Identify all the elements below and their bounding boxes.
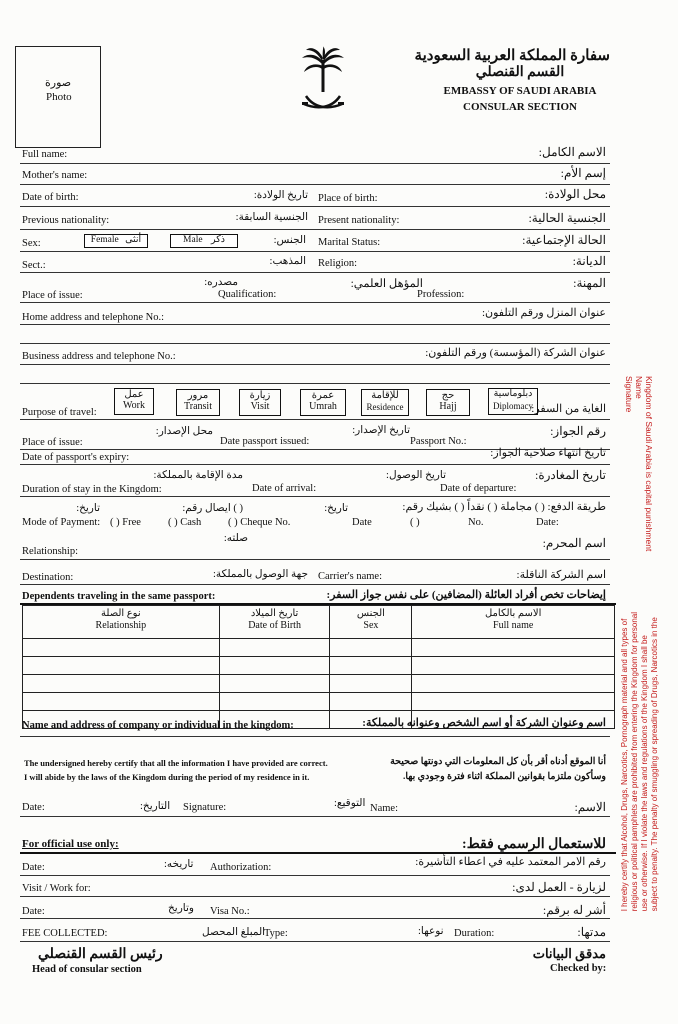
sex-female-ar: أنثى [125, 235, 142, 245]
declaration-en-1: The undersigned hereby certify that all the information I have provided are correct. [24, 758, 328, 768]
arrival-label-ar: تاريخ الوصول: [386, 470, 446, 481]
official-date-label: Date: [22, 862, 45, 873]
purpose-hajj-checkbox[interactable] [426, 389, 470, 416]
business-address-label-ar: عنوان الشركة (المؤسسة) ورقم التلفون: [425, 347, 606, 359]
purpose-work-en: Work [123, 400, 145, 411]
official-use-title-ar: للاستعمال الرسمي فقط: [462, 837, 606, 852]
name-label-ar: الاسم: [574, 800, 606, 814]
expiry-label: Date of passport's expiry: [22, 452, 130, 463]
declaration-ar-1: أنا الموقع أدناه أقر بأن كل المعلومات التي دونتها صحيحة [390, 757, 606, 767]
duration-label-ar: مدتها: [577, 925, 606, 939]
side-stamp-2-line4: subject to penalty. The penalty of smuggling or spreading of Drugs, Narcotics in the [650, 617, 659, 912]
type-label: Type: [264, 928, 288, 939]
purpose-visit-en: Visit [250, 401, 270, 412]
payment-cash-checkbox[interactable]: ( ) Cash [168, 517, 202, 528]
declaration-ar-2: وسأكون ملتزما بقوانين المملكة اثناء فترة وجودي بها. [402, 772, 606, 782]
purpose-umrah-ar: عمرة [311, 390, 335, 401]
payment-cheque-checkbox[interactable]: ( ) Cheque No. [228, 517, 291, 528]
purpose-hajj-en: Hajj [439, 401, 457, 412]
purpose-transit-ar: مرور [187, 390, 209, 401]
declaration-en-2: I will abide by the laws of the Kingdom during the period of my residence in it. [24, 772, 310, 782]
type-label-ar: نوعها: [418, 926, 444, 937]
sex-female-checkbox[interactable] [84, 234, 148, 248]
side-stamp-1-line3: Signature [624, 376, 634, 413]
departure-label: Date of departure: [440, 483, 517, 494]
carrier-label: Carrier's name: [318, 571, 382, 582]
sect-religion-field[interactable] [20, 272, 610, 273]
section-title-en: CONSULAR SECTION [463, 101, 577, 113]
side-stamp-2-line1: I hereby certify that Alcohol, Drugs, Narcotics, Pornograph material and all types of [620, 618, 629, 912]
col-fullname-ar: الاسم بالكامل [484, 608, 542, 619]
photo-label-ar: صورة [45, 77, 72, 89]
prev-nationality-label: Previous nationality: [22, 215, 110, 226]
sex-label: Sex: [22, 238, 41, 249]
purpose-visit-ar: زيارة [249, 390, 271, 401]
fee-field[interactable] [20, 941, 610, 942]
home-address-label-ar: عنوان المنزل ورقم التلفون: [481, 307, 606, 319]
authorization-label: Authorization: [210, 862, 272, 873]
purpose-residence-ar: للإقامة [371, 390, 399, 401]
purpose-residence-checkbox[interactable] [361, 389, 409, 416]
religion-label: Religion: [318, 258, 358, 269]
official-divider [20, 852, 616, 854]
sex-male-en: Male [183, 235, 203, 245]
marital-status-label: Marital Status: [318, 237, 381, 248]
sect-label: Sect.: [22, 260, 46, 271]
table-row[interactable] [23, 693, 615, 711]
signature-label-ar: التوقيع: [334, 798, 366, 809]
mahram-field[interactable] [20, 559, 610, 560]
head-consular-label: Head of consular section [32, 964, 142, 975]
pob-label: Place of birth: [318, 193, 378, 204]
carrier-label-ar: اسم الشركة الناقلة: [516, 569, 606, 581]
mahram-relationship-label: Relationship: [22, 546, 78, 557]
home-address-label: Home address and telephone No.: [22, 312, 165, 323]
embassy-title-en: EMBASSY OF SAUDI ARABIA [443, 85, 597, 97]
embassy-title-ar: سفارة المملكة العربية السعودية [414, 48, 610, 64]
issue-place-label-ar: محل الإصدار: [155, 426, 213, 437]
purpose-diplomacy-checkbox[interactable] [488, 388, 538, 415]
pob-label-ar: محل الولادة: [544, 187, 606, 201]
mother-name-label: Mother's name: [22, 170, 88, 181]
col-sex-en: Sex [363, 620, 379, 631]
passport-no-label: Passport No.: [410, 436, 467, 447]
source-label-ar: مصدره: [204, 277, 238, 288]
table-row[interactable] [23, 675, 615, 693]
nationality-field[interactable] [20, 229, 610, 230]
dob-label: Date of birth: [22, 192, 79, 203]
purpose-work-checkbox[interactable] [114, 388, 154, 415]
purpose-diplomacy-en: Diplomacy [493, 401, 533, 411]
fee-label-ar: المبلغ المحصل [202, 927, 266, 938]
place-of-issue-label: Place of issue: [22, 290, 83, 301]
visa-date-label: Date: [22, 906, 45, 917]
fee-label: FEE COLLECTED: [22, 928, 108, 939]
profession-field[interactable] [20, 302, 610, 303]
payment-date2-label: Date: [536, 517, 559, 528]
home-address-field-2[interactable] [20, 343, 610, 344]
section-title-ar: القسم القنصلي [475, 65, 565, 80]
profession-label: Profession: [417, 289, 465, 300]
sex-male-ar: ذكر [210, 235, 225, 245]
qualification-label: Qualification: [218, 289, 277, 300]
dependents-table [22, 605, 615, 729]
col-dob-ar: تاريخ الميلاد [250, 608, 299, 619]
col-fullname-en: Full name [493, 620, 534, 631]
company-label: Name and address of company or individual in the kingdom: [22, 720, 294, 731]
col-dob-en: Date of Birth [248, 620, 301, 631]
col-sex-ar: الجنس [356, 608, 385, 619]
duration-label: Duration of stay in the Kingdom: [22, 484, 162, 495]
saudi-emblem-icon [298, 46, 348, 120]
duration-label-ar: مدة الإقامة بالمملكة: [153, 470, 243, 481]
signature-field[interactable] [20, 816, 610, 817]
home-address-field[interactable] [20, 324, 610, 325]
present-nationality-label: Present nationality: [318, 215, 400, 226]
signature-label: Signature: [183, 802, 227, 813]
business-address-label: Business address and telephone No.: [22, 351, 176, 362]
business-address-field[interactable] [20, 364, 610, 365]
purpose-visit-checkbox[interactable] [239, 389, 281, 416]
table-row[interactable] [23, 657, 615, 675]
side-stamp-2-line3: use or otherwise. If I violate the laws and regulations of the Kingdom I shall be [640, 635, 649, 912]
visa-no-label: Visa No.: [210, 906, 250, 917]
payment-receipt-ar: ( ) ايصال رقم: [182, 503, 243, 514]
visit-work-label-ar: لزيارة - العمل لدى: [512, 880, 606, 894]
dob-pob-field[interactable] [20, 206, 610, 207]
purpose-diplomacy-ar: دبلوماسية [493, 389, 533, 399]
visa-no-label-ar: أشر له برقم: [542, 903, 606, 917]
full-name-label: Full name: [22, 149, 68, 160]
issue-date-label-ar: تاريخ الإصدار: [352, 425, 410, 436]
religion-label-ar: الديانة: [572, 254, 606, 268]
name-label: Name: [370, 803, 398, 814]
dependents-title-ar: إيضاحات تخص أفراد العائلة (المضافين) على نفس جواز السفر: [326, 589, 606, 601]
side-stamp-2 [620, 612, 660, 911]
payment-label-ar: طريقة الدفع: ( ) مجاملة ( ) نقداً ( ) بشيك رقم: [402, 501, 606, 513]
authorization-date-label-ar: تاريخه: [164, 859, 194, 870]
payment-date1-ar: تاريخ: [324, 503, 348, 514]
sex-male-checkbox[interactable] [170, 234, 238, 248]
authorization-field[interactable] [20, 875, 610, 876]
destination-field[interactable] [20, 584, 610, 585]
purpose-label-ar: الغاية من السفر: [531, 403, 606, 415]
side-stamp-1-line1: Kingdom of Saudi Arabia is capital punishment [644, 376, 654, 552]
dob-label-ar: تاريخ الولادة: [253, 190, 308, 201]
col-fullname [412, 606, 615, 639]
marital-status-label-ar: الحالة الإجتماعية: [522, 233, 606, 247]
qualification-label-ar: المؤهل العلمي: [350, 278, 423, 290]
payment-date2-ar: تاريخ: [76, 503, 100, 514]
table-row[interactable] [23, 639, 615, 657]
issue-date-label: Date passport issued: [220, 436, 310, 447]
col-relationship [23, 606, 220, 639]
side-stamp-2-line2: religious or political pamphlets are prohibited from entering the Kingdom for personal [630, 612, 639, 912]
mother-name-field[interactable] [20, 184, 610, 185]
purpose-divider [20, 419, 610, 420]
mahram-label-ar: اسم المحرم: [542, 536, 606, 550]
present-nationality-label-ar: الجنسية الحالية: [528, 211, 606, 225]
purpose-hajj-ar: حج [441, 390, 455, 401]
payment-free-checkbox[interactable]: ( ) Free [110, 517, 141, 528]
purpose-work-ar: عمل [124, 389, 144, 400]
payment-date1-label: Date [352, 517, 372, 528]
sex-marital-field[interactable] [20, 251, 610, 252]
head-consular-label-ar: رئيس القسم القنصلي [38, 947, 163, 962]
destination-label: Destination: [22, 572, 74, 583]
visa-field[interactable] [20, 918, 610, 919]
purpose-transit-checkbox[interactable] [176, 389, 220, 416]
checked-by-label-ar: مدقق البيانات [532, 946, 606, 961]
passport-no-label-ar: رقم الجواز: [550, 424, 606, 438]
col-relationship-en: Relationship [95, 620, 147, 631]
company-field[interactable] [20, 736, 610, 737]
prev-nationality-label-ar: الجنسية السابقة: [235, 212, 308, 223]
sign-date-label: Date: [22, 802, 45, 813]
duration-label: Duration: [454, 928, 495, 939]
expiry-label-ar: تاريخ انتهاء صلاحية الجواز: [490, 447, 606, 459]
payment-receipt-checkbox[interactable]: ( ) [410, 517, 420, 528]
col-relationship-ar: نوع الصلة [101, 608, 141, 619]
col-dob [219, 606, 330, 639]
photo-label-en: Photo [46, 91, 72, 103]
visit-work-field[interactable] [20, 896, 610, 897]
side-stamp-1-line2: Name [634, 376, 644, 399]
profession-label-ar: المهنة: [573, 276, 606, 290]
purpose-residence-en: Residence [366, 402, 404, 412]
official-use-title: For official use only: [22, 838, 119, 850]
stay-field[interactable] [20, 496, 610, 497]
mahram-relationship-label-ar: صلته: [223, 533, 248, 544]
purpose-umrah-checkbox[interactable] [300, 389, 346, 416]
visit-work-label: Visit / Work for: [22, 883, 91, 894]
checked-by-label: Checked by: [550, 963, 607, 974]
side-stamp-1 [624, 376, 654, 551]
mother-name-label-ar: إسم الأم: [560, 166, 606, 180]
business-address-field-2[interactable] [20, 383, 610, 384]
destination-label-ar: جهة الوصول بالمملكة: [212, 569, 308, 580]
visa-date-label-ar: وتاريخ [168, 903, 194, 914]
departure-label-ar: تاريخ المغادرة: [534, 468, 606, 482]
sex-female-en: Female [90, 235, 119, 245]
sex-label-ar: الجنس: [273, 235, 306, 246]
sign-date-label-ar: التاريخ: [140, 801, 171, 812]
full-name-field[interactable] [20, 163, 610, 164]
payment-no-label: No. [468, 517, 484, 528]
arrival-label: Date of arrival: [252, 483, 317, 494]
expiry-field[interactable] [20, 464, 610, 465]
sect-label-ar: المذهب: [269, 256, 306, 267]
issue-place-label: Place of issue: [22, 437, 83, 448]
full-name-label-ar: الاسم الكامل: [538, 145, 606, 159]
purpose-label: Purpose of travel: [22, 407, 97, 418]
purpose-transit-en: Transit [184, 401, 212, 412]
col-sex [330, 606, 412, 639]
purpose-umrah-en: Umrah [309, 401, 337, 412]
dependents-title: Dependents traveling in the same passport: [22, 591, 216, 602]
payment-mode-label: Mode of Payment: [22, 517, 101, 528]
company-label-ar: اسم وعنوان الشركة أو اسم الشخص وعنوانه بالمملكة: [362, 717, 606, 729]
authorization-label-ar: رقم الامر المعتمد عليه في اعطاء التأشيرة: [415, 856, 606, 868]
